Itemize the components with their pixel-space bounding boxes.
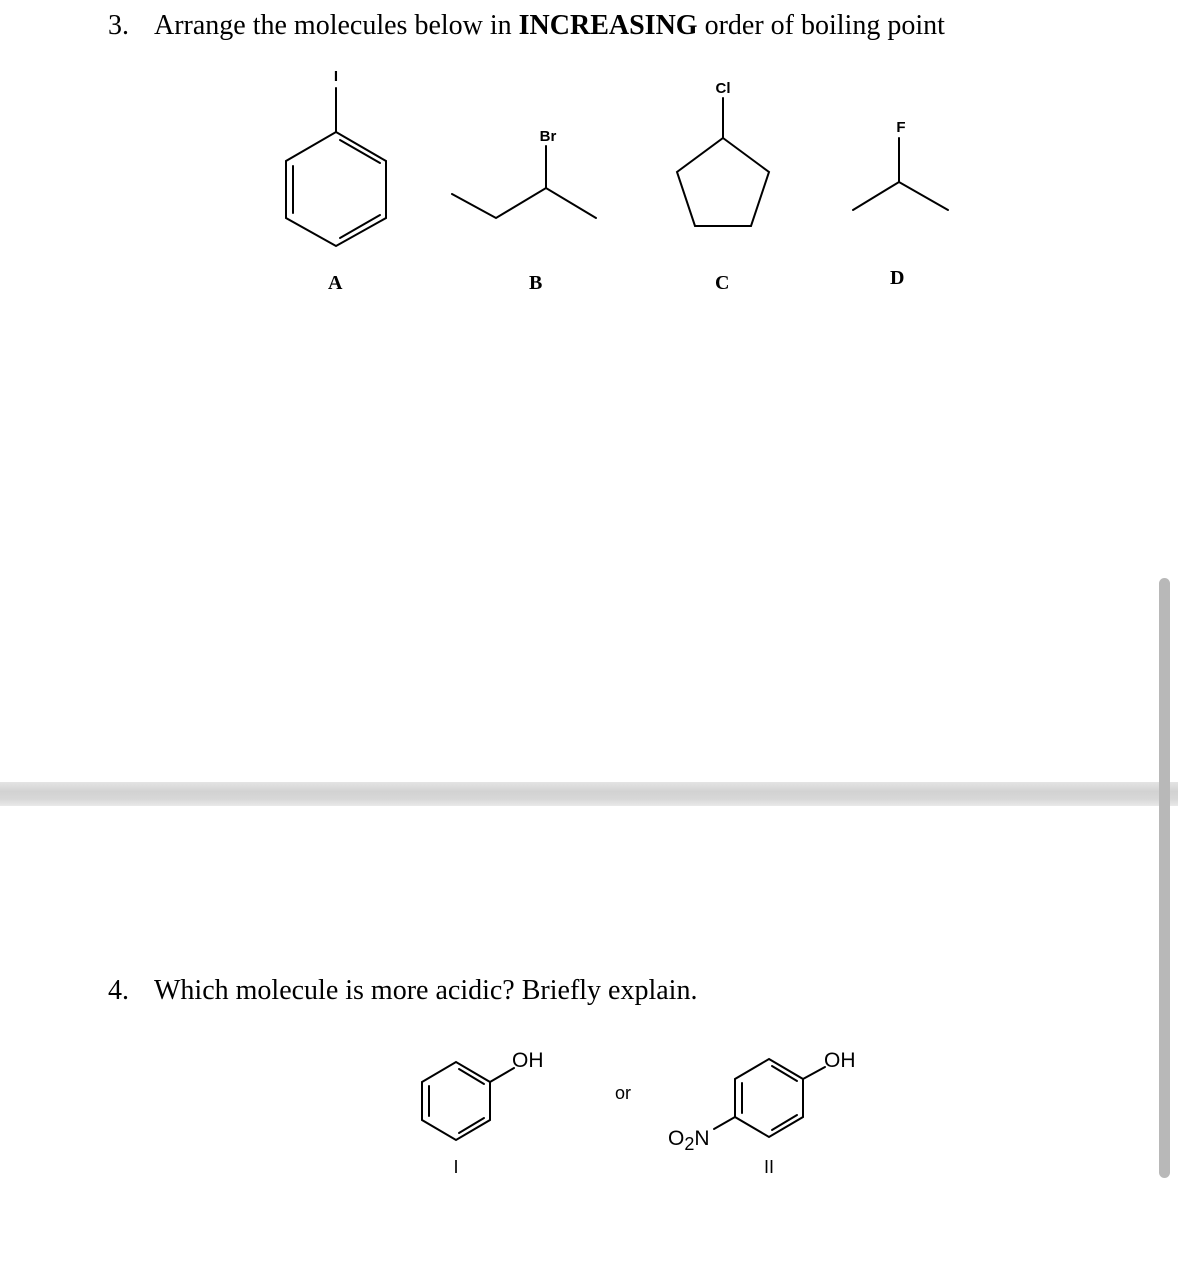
vertical-scrollbar[interactable] (1159, 578, 1170, 1178)
molecule-b-bromine-atom: Br (539, 128, 557, 145)
molecule-i-phenol (422, 1049, 544, 1177)
molecule-c-chlorine-atom: Cl (715, 80, 731, 97)
molecule-a-label: A (328, 272, 343, 294)
question-3-text-after: order of boiling point (697, 10, 945, 41)
molecule-a-double-bond (340, 215, 380, 238)
molecule-c-chlorocyclopentane (677, 80, 769, 226)
question-4-number: 4. (108, 975, 129, 1006)
nitro-o: O (668, 1127, 685, 1150)
molecule-ii-label: II (763, 1157, 775, 1177)
molecule-d-fluorine-atom: F (896, 119, 906, 136)
molecule-ii-hydroxyl-group: OH (824, 1049, 856, 1072)
molecule-ii-benzene-ring (735, 1059, 803, 1137)
molecule-d-label: D (890, 267, 905, 289)
molecule-d-fluoropropane (853, 119, 948, 210)
question-3-emphasis: INCREASING (518, 10, 698, 41)
nitro-n: N (694, 1127, 710, 1150)
molecule-ii-nitrophenol (668, 1049, 856, 1177)
molecule-c-cyclopentane-ring (677, 138, 769, 226)
or-connector: or (614, 1083, 632, 1103)
molecule-i-hydroxyl-group: OH (512, 1049, 544, 1072)
question-3-text-before: Arrange the molecules below in (154, 10, 519, 41)
nitro-subscript: 2 (684, 1134, 695, 1154)
molecule-ii-c-o-bond (803, 1067, 825, 1079)
molecule-a-iodine-atom: I (333, 68, 339, 85)
molecule-ii-nitro-group (668, 1127, 710, 1154)
question-4-prompt (108, 975, 697, 1007)
molecule-b-label: B (529, 272, 543, 294)
molecule-i-c-o-bond (490, 1068, 514, 1082)
molecule-a-benzene-ring (286, 132, 386, 246)
molecule-i-label: I (453, 1157, 459, 1177)
molecule-d-carbon-chain (853, 182, 948, 210)
molecule-c-label: C (715, 272, 730, 294)
molecule-ii-c-n-bond (714, 1117, 735, 1129)
molecule-b-bromobutane (452, 128, 596, 218)
molecule-a-double-bond (340, 140, 380, 163)
question-4-text: Which molecule is more acidic? Briefly explain. (154, 975, 698, 1006)
molecule-i-benzene-ring (422, 1062, 490, 1140)
question-3-number: 3. (108, 10, 129, 41)
molecule-b-carbon-chain (452, 188, 596, 218)
page-break-divider (0, 782, 1178, 806)
molecule-a-iodobenzene (286, 68, 386, 246)
